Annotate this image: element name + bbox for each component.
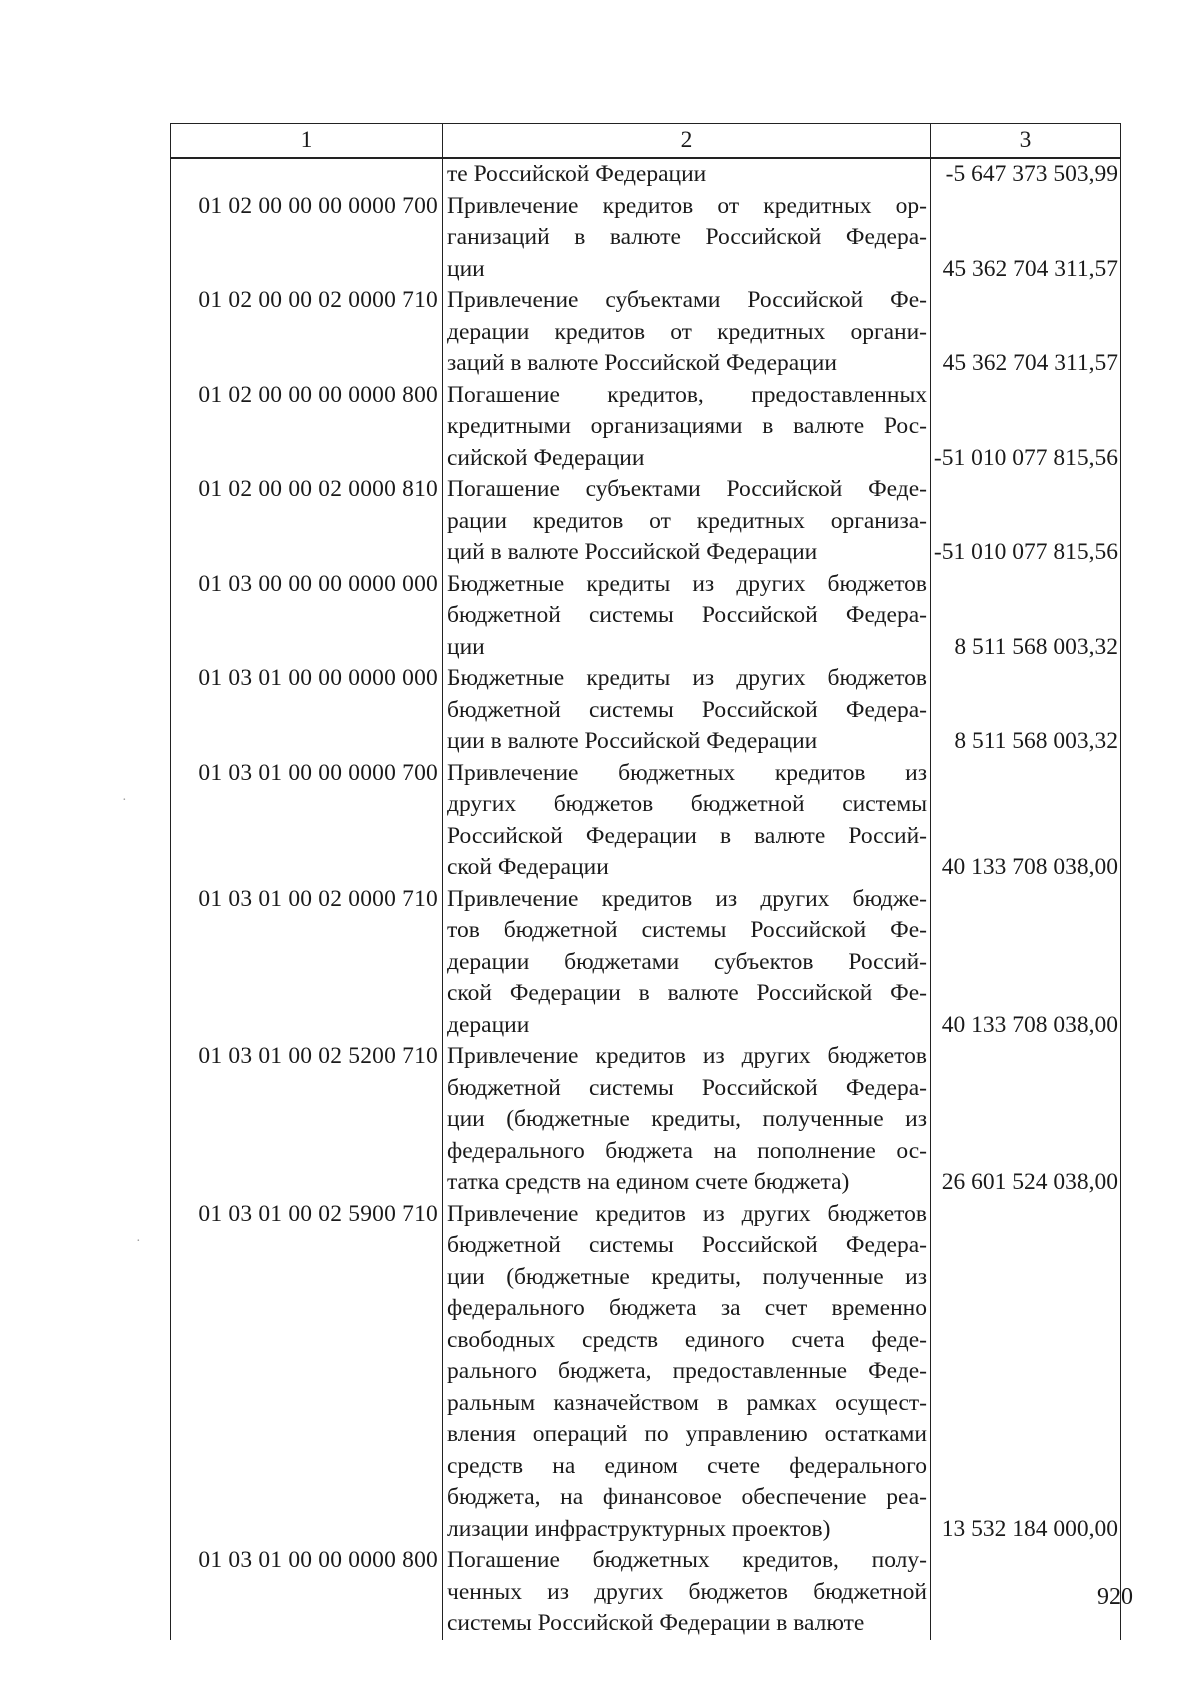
table-row: [171, 1545, 1121, 1640]
table-row: [171, 884, 1121, 1042]
description: [443, 884, 931, 1042]
description-line: дерации кредитов от кредитных органи-: [447, 318, 927, 345]
table-row: [171, 758, 1121, 884]
description-line: ральным казначейством в рамках осущест-: [447, 1389, 927, 1416]
amount: 40 133 708 038,00: [931, 884, 1121, 1042]
table-body: [171, 158, 1121, 1640]
description-line: Российской Федерации в валюте Россий-: [447, 822, 927, 849]
description-line: лизации инфраструктурных проектов): [447, 1515, 831, 1542]
description-line: ции (бюджетные кредиты, полученные из: [447, 1263, 927, 1290]
description-line: Привлечение бюджетных кредитов из: [447, 759, 927, 786]
description-line: тов бюджетной системы Российской Фе-: [447, 917, 927, 943]
description-line: ской Федерации: [447, 854, 609, 880]
amount: 45 362 704 311,57: [931, 191, 1121, 286]
description: [443, 191, 931, 286]
amount: -5 647 373 503,99: [931, 158, 1121, 191]
description-line: Привлечение кредитов из других бюджетов: [447, 1043, 927, 1069]
description-line: рации кредитов от кредитных организа-: [447, 507, 927, 534]
amount: 26 601 524 038,00: [931, 1041, 1121, 1199]
description-line: федерального бюджета за счет временно: [447, 1295, 927, 1321]
amount: 8 511 568 003,32: [931, 569, 1121, 664]
table-row: [171, 569, 1121, 664]
table-row: [171, 191, 1121, 286]
table-row: [171, 285, 1121, 380]
budget-table: [170, 123, 1121, 1640]
table-header: [171, 124, 1121, 159]
budget-code: 01 03 01 00 00 0000 700: [171, 758, 443, 884]
description-line: бюджетной системы Российской Федера-: [447, 602, 927, 628]
description-line: ции: [447, 255, 485, 282]
description-line: вления операций по управлению остатками: [447, 1421, 927, 1447]
description: [443, 663, 931, 758]
description-line: Погашение субъектами Российской Феде-: [447, 476, 927, 502]
description-line: те Российской Федерации: [447, 161, 707, 187]
header-col-2: 2: [443, 124, 931, 159]
description-line: рального бюджета, предоставленные Феде-: [447, 1358, 927, 1384]
budget-code: 01 02 00 00 00 0000 800: [171, 380, 443, 475]
description-line: ганизаций в валюте Российской Федера-: [447, 224, 927, 250]
amount: [931, 1545, 1121, 1640]
budget-code: 01 03 01 00 00 0000 800: [171, 1545, 443, 1640]
amount: -51 010 077 815,56: [931, 380, 1121, 475]
description: [443, 285, 931, 380]
description-line: ции: [447, 633, 485, 660]
budget-code: 01 02 00 00 02 0000 810: [171, 474, 443, 569]
description-line: ции (бюджетные кредиты, полученные из: [447, 1106, 927, 1132]
description-line: Погашение кредитов, предоставленных: [447, 381, 927, 408]
description-line: федерального бюджета на пополнение ос-: [447, 1137, 927, 1164]
table-row: [171, 663, 1121, 758]
description-line: дерации: [447, 1011, 530, 1038]
scan-speck: ·: [136, 1234, 141, 1249]
description: [443, 380, 931, 475]
description: [443, 158, 931, 191]
description-line: кредитными организациями в валюте Рос-: [447, 413, 927, 439]
description-line: ций в валюте Российской Федерации: [447, 539, 818, 565]
description-line: Привлечение кредитов из других бюджетов: [447, 1200, 927, 1227]
header-col-1: 1: [171, 124, 443, 159]
description: [443, 1199, 931, 1546]
description-line: других бюджетов бюджетной системы: [447, 791, 927, 817]
description-line: бюджетной системы Российской Федера-: [447, 696, 927, 723]
budget-code: 01 03 01 00 02 5200 710: [171, 1041, 443, 1199]
description-line: сийской Федерации: [447, 444, 645, 471]
amount: 40 133 708 038,00: [931, 758, 1121, 884]
table-row: [171, 1199, 1121, 1546]
budget-code: [171, 158, 443, 191]
description-line: дерации бюджетами субъектов Россий-: [447, 948, 927, 975]
scan-speck: ·: [122, 793, 127, 808]
description-line: бюджетной системы Российской Федера-: [447, 1074, 927, 1101]
table-row: [171, 474, 1121, 569]
page-number: 920: [1097, 1584, 1133, 1610]
budget-code: 01 02 00 00 00 0000 700: [171, 191, 443, 286]
description-line: бюджетной системы Российской Федера-: [447, 1232, 927, 1258]
description-line: Погашение бюджетных кредитов, полу-: [447, 1547, 927, 1573]
description-line: ченных из других бюджетов бюджетной: [447, 1578, 927, 1605]
description: [443, 474, 931, 569]
budget-code: 01 03 01 00 02 0000 710: [171, 884, 443, 1042]
description-line: Привлечение субъектами Российской Фе-: [447, 287, 927, 313]
description-line: ской Федерации в валюте Российской Фе-: [447, 980, 927, 1006]
amount: -51 010 077 815,56: [931, 474, 1121, 569]
description-line: Бюджетные кредиты из других бюджетов: [447, 665, 927, 691]
description: [443, 758, 931, 884]
amount: 13 532 184 000,00: [931, 1199, 1121, 1546]
description-line: бюджета, на финансовое обеспечение реа-: [447, 1484, 927, 1510]
description-line: татка средств на едином счете бюджета): [447, 1169, 850, 1195]
description-line: системы Российской Федерации в валюте: [447, 1610, 865, 1636]
description-line: Привлечение кредитов от кредитных ор-: [447, 192, 927, 219]
table-row: [171, 158, 1121, 191]
description: [443, 1041, 931, 1199]
budget-code: 01 03 01 00 02 5900 710: [171, 1199, 443, 1546]
description-line: заций в валюте Российской Федерации: [447, 350, 837, 376]
table-row: [171, 380, 1121, 475]
amount: 45 362 704 311,57: [931, 285, 1121, 380]
description-line: ции в валюте Российской Федерации: [447, 728, 818, 754]
description-line: Бюджетные кредиты из других бюджетов: [447, 570, 927, 597]
description-line: средств на едином счете федерального: [447, 1452, 927, 1479]
description-line: Привлечение кредитов из других бюдже-: [447, 885, 927, 912]
header-col-3: 3: [931, 124, 1121, 159]
budget-code: 01 03 01 00 00 0000 000: [171, 663, 443, 758]
budget-code: 01 03 00 00 00 0000 000: [171, 569, 443, 664]
header-row: [171, 124, 1121, 159]
description: [443, 569, 931, 664]
amount: 8 511 568 003,32: [931, 663, 1121, 758]
table-row: [171, 1041, 1121, 1199]
description: [443, 1545, 931, 1640]
description-line: свободных средств единого счета феде-: [447, 1326, 927, 1353]
budget-code: 01 02 00 00 02 0000 710: [171, 285, 443, 380]
